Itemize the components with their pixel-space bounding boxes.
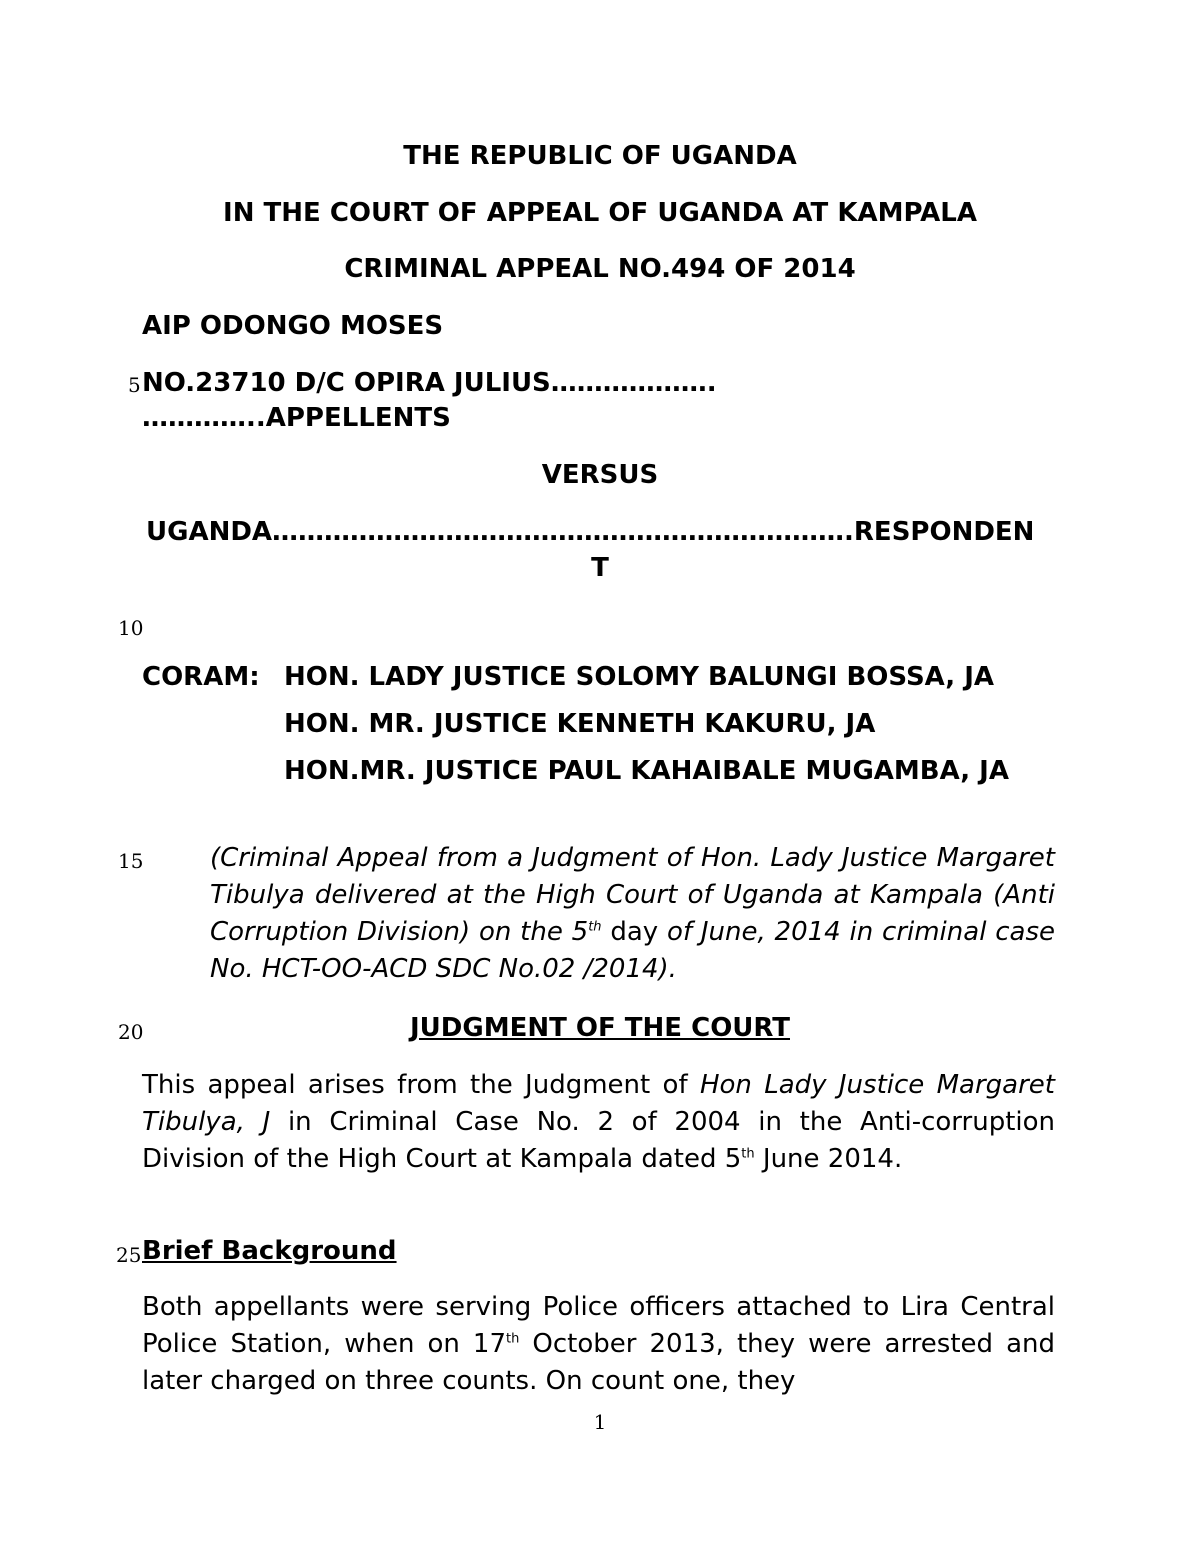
judgment-p1-sup: th xyxy=(741,1146,755,1162)
line-number-5: 5 xyxy=(128,373,141,397)
judgment-p1-b: in Criminal Case No. 2 of 2004 in the Anti-corruption Division of the High Court at Kampala dated 5 xyxy=(142,1107,1056,1174)
line-number-15: 15 xyxy=(118,849,144,873)
appeal-note-part-3: of June, 2014 in criminal case No. HCT-OO-ACD SDC No.02 /2014). xyxy=(210,917,1055,984)
respondent-tail: T xyxy=(591,553,609,583)
coram-judge-3: HON.MR. JUSTICE PAUL KAHAIBALE MUGAMBA, JA xyxy=(284,756,1009,786)
coram-judge-1: HON. LADY JUSTICE SOLOMY BALUNGI BOSSA, JA xyxy=(284,662,994,692)
background-p-b: October 2013, they were arrested and later charged on three counts. On count one, they xyxy=(142,1329,1056,1396)
background-title: Brief Background xyxy=(142,1236,397,1266)
page-number: 1 xyxy=(593,1410,607,1434)
line-number-25: 25 xyxy=(116,1243,142,1267)
line-number-20: 20 xyxy=(118,1020,144,1044)
appellant-1: AIP ODONGO MOSES xyxy=(142,311,444,341)
judgment-p1-italic: Hon Lady Justice Margaret Tibulya, J xyxy=(142,1070,1055,1137)
header-case-number: CRIMINAL APPEAL NO.494 OF 2014 xyxy=(344,254,856,284)
coram-label: CORAM: xyxy=(142,662,260,692)
background-paragraph xyxy=(142,1289,1055,1400)
appeal-note-part-1: (Criminal Appeal from a Judgment of Hon. Lady Justice Margaret Tibulya delivered at the High Court of Uganda at Kampala (Anti Corruption Division) on the 5 xyxy=(210,843,1055,947)
appeal-note-sup: th xyxy=(588,919,602,935)
appellant-2: NO.23710 D/C OPIRA JULIUS………………. xyxy=(142,368,717,398)
judgment-paragraph xyxy=(142,1067,1055,1178)
background-p-sup: th xyxy=(506,1331,520,1347)
judgment-p1-c: June 2014. xyxy=(754,1144,903,1174)
header-republic: THE REPUBLIC OF UGANDA xyxy=(403,141,797,171)
judgment-title: JUDGMENT OF THE COURT xyxy=(410,1013,790,1043)
judgment-p1-a: This appeal arises from the Judgment of xyxy=(142,1070,700,1100)
header-court: IN THE COURT OF APPEAL OF UGANDA AT KAMPALA xyxy=(223,198,977,228)
line-number-10: 10 xyxy=(118,616,144,640)
appeal-note-part-2: day xyxy=(601,917,659,947)
appeal-note xyxy=(210,840,1055,988)
appellants-label: …………..APPELLENTS xyxy=(142,403,451,433)
coram-judge-2: HON. MR. JUSTICE KENNETH KAKURU, JA xyxy=(284,709,876,739)
respondent: UGANDA………………………………………………………….RESPONDEN xyxy=(146,517,1035,547)
background-p-a: Both appellants were serving Police officers attached to Lira Central Police Station, when on 17 xyxy=(142,1292,1055,1359)
versus-label: VERSUS xyxy=(541,460,659,490)
